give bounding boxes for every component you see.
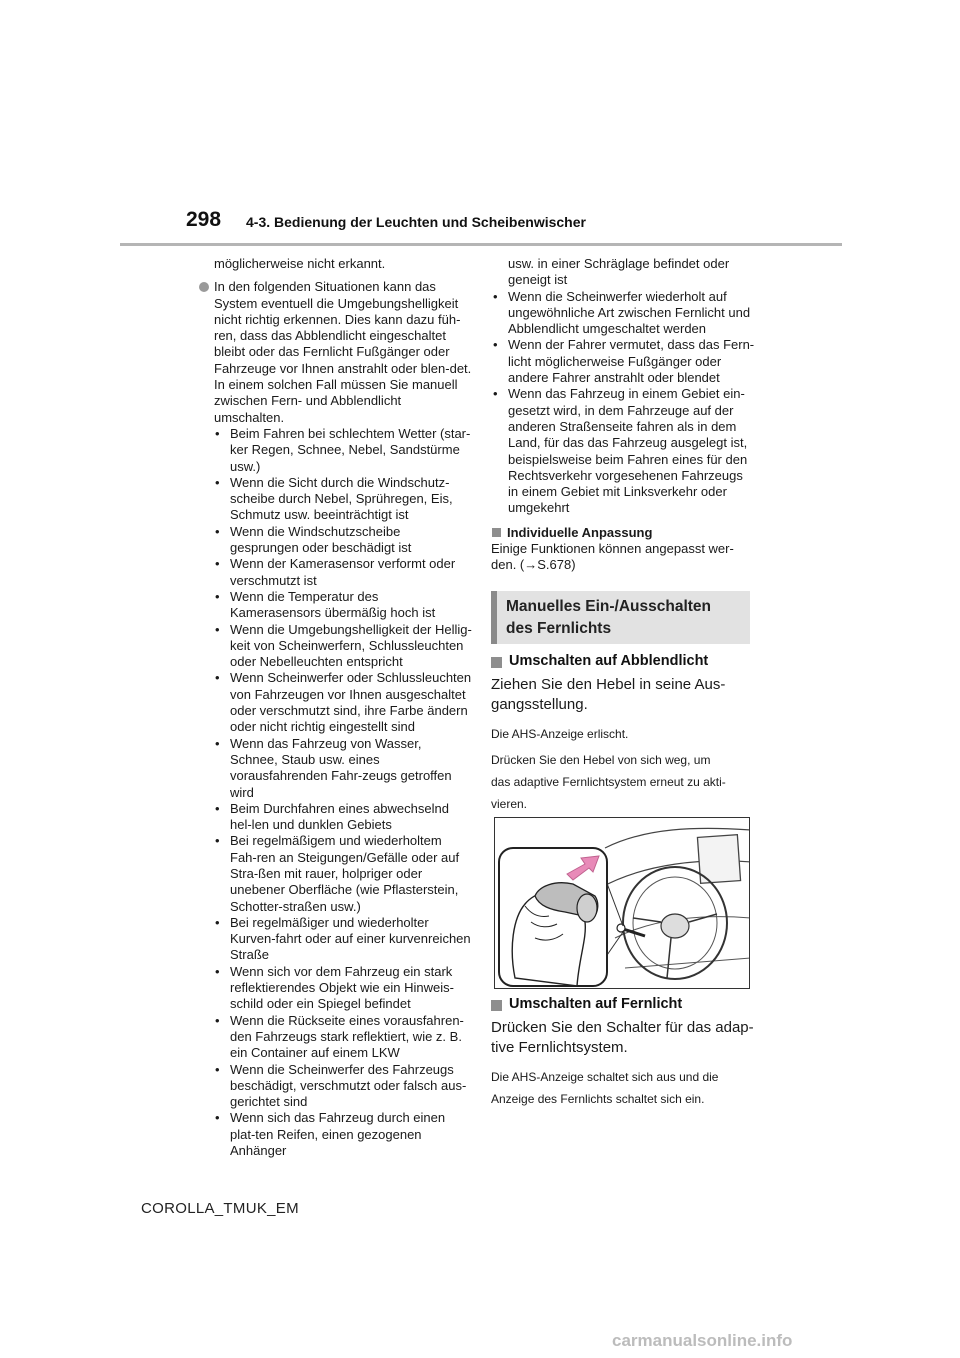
list-item: • Wenn die Scheinwerfer des Fahrzeugs beschädigt, verschmutzt oder falsch aus-gerichtet sind <box>215 1061 467 1110</box>
right-column <box>491 256 756 574</box>
condition-list <box>198 426 472 1159</box>
subsection-heading: Umschalten auf Abblendlicht <box>491 653 756 669</box>
list-item: • Beim Fahren bei schlechtem Wetter (star-ker Regen, Schnee, Nebel, Sandstürme usw.) <box>215 425 471 474</box>
section-title: 4-3. Bedienung der Leuchten und Scheibenwischer <box>246 214 586 230</box>
square-bullet-icon <box>491 657 502 668</box>
header-rule <box>120 243 842 246</box>
note-text: vieren. <box>491 797 528 812</box>
list-item: • Wenn Scheinwerfer oder Schlussleuchten von Fahrzeugen vor Ihnen ausgeschaltet oder verschmutzt sind, ihre Farbe ändern oder nicht richtig eingestellt sind <box>215 670 472 735</box>
list-item: • Wenn die Temperatur des Kamerasensors übermäßig hoch ist <box>215 588 436 621</box>
list-item: • Wenn sich vor dem Fahrzeug ein stark reflektierendes Objekt wie ein Hinweis-schild oder ein Spiegel befindet <box>215 963 454 1012</box>
bullet-dot-icon <box>199 282 209 292</box>
list-item: • Wenn die Rückseite eines vorausfahren-den Fahrzeugs stark reflektiert, wie z. B. ein Container auf einem LKW <box>215 1012 464 1061</box>
footer-code: COROLLA_TMUK_EM <box>141 1200 299 1217</box>
square-bullet-icon <box>492 528 501 537</box>
square-bullet-icon <box>491 1000 502 1011</box>
watermark: carmanualsonline.info <box>612 1331 793 1350</box>
note-text: Drücken Sie den Hebel von sich weg, um <box>491 753 711 768</box>
subsection-heading: Umschalten auf Fernlicht <box>491 996 756 1012</box>
box-heading-line: Manuelles Ein-/Ausschalten <box>506 598 711 615</box>
box-heading-line: des Fernlichts <box>506 620 612 637</box>
custom-heading: Individuelle Anpassung <box>491 525 756 541</box>
list-item: • Wenn die Sicht durch die Windschutz-scheibe durch Nebel, Sprühregen, Eis, Schmutz usw. beeinträchtigt ist <box>215 474 453 523</box>
custom-text: Einige Funktionen können angepasst wer-den. (→S.678) <box>491 541 734 573</box>
subsection-high-beam <box>491 996 756 1110</box>
lever-illustration <box>494 817 750 989</box>
list-item: • Wenn das Fahrzeug von Wasser, Schnee, Staub usw. eines vorausfahrenden Fahr-zeugs getroffen wird <box>215 735 452 800</box>
note-text: das adaptive Fernlichtsystem erneut zu akti- <box>491 775 726 790</box>
box-heading <box>491 591 750 644</box>
intro-text: möglicherweise nicht erkannt. <box>214 256 386 271</box>
bullet-paragraph <box>198 279 472 426</box>
list-item: • Bei regelmäßiger und wiederholter Kurven-fahrt oder auf einer kurvenreichen Straße <box>215 914 471 963</box>
page-number: 298 <box>186 208 222 231</box>
list-item: • Bei regelmäßigem und wiederholtem Fah-ren an Steigungen/Gefälle oder auf Stra-ßen mit rauer, holpriger oder unebener Oberfläche (wie Pflasterstein, Schotter-straßen usw.) <box>215 833 460 914</box>
note-text: Anzeige des Fernlichts schaltet sich ein. <box>491 1092 705 1107</box>
condition-list-continued <box>491 289 756 517</box>
subsection-body: Ziehen Sie den Hebel in seine Aus-gangsstellung. <box>491 676 726 714</box>
note-text: Die AHS-Anzeige erlischt. <box>491 727 629 742</box>
list-item: • Wenn die Scheinwerfer wiederholt auf ungewöhnliche Art zwischen Fernlicht und Abblendlicht umgeschaltet werden <box>493 288 751 337</box>
list-item: • Wenn die Umgebungshelligkeit der Hellig-keit von Scheinwerfern, Schlussleuchten oder Nebelleuchten entspricht <box>215 621 472 670</box>
subsection-low-beam <box>491 653 756 815</box>
note-text: Die AHS-Anzeige schaltet sich aus und die <box>491 1070 719 1085</box>
list-item: • Beim Durchfahren eines abwechselnd hel-len und dunklen Gebiets <box>215 800 449 833</box>
left-column <box>198 256 472 1159</box>
list-item: • Wenn das Fahrzeug in einem Gebiet ein-gesetzt wird, in dem Fahrzeuge auf der anderen Straßenseite fahren als in dem Land, für das das Fahrzeug ausgelegt ist, beispielsweise beim Fahren eines für den Rechtsverkehr vorgesehenen Fahrzeugs in einem Gebiet mit Linksverkehr oder umgekehrt <box>493 386 748 516</box>
list-item: • Wenn die Windschutzscheibe gesprungen oder beschädigt ist <box>215 523 412 556</box>
list-item: • Wenn der Fahrer vermutet, dass das Fern-licht möglicherweise Fußgänger oder andere Fahrer anstrahlt oder blendet <box>493 337 755 386</box>
list-item: • Wenn der Kamerasensor verformt oder verschmutzt ist <box>215 556 456 588</box>
dashboard-drawing <box>495 818 750 989</box>
continuation-text: usw. in einer Schräglage befindet oder geneigt ist <box>508 256 730 288</box>
subsection-body: Drücken Sie den Schalter für das adap-tive Fernlichtsystem. <box>491 1019 754 1057</box>
bullet-text: In den folgenden Situationen kann das System eventuell die Umgebungshelligkeit nicht richtig erkennen. Dies kann dazu füh-ren, dass das Abblendlicht eingeschaltet bleibt oder das Fernlicht Fußgänger oder Fahrzeuge vor Ihnen anstrahlt oder blen-det. In einem solchen Fall müssen Sie manuell zwischen Fern- und Abblendlicht umschalten. <box>214 279 472 425</box>
list-item: • Wenn sich das Fahrzeug durch einen plat-ten Reifen, einen gezogenen Anhänger <box>215 1110 446 1159</box>
